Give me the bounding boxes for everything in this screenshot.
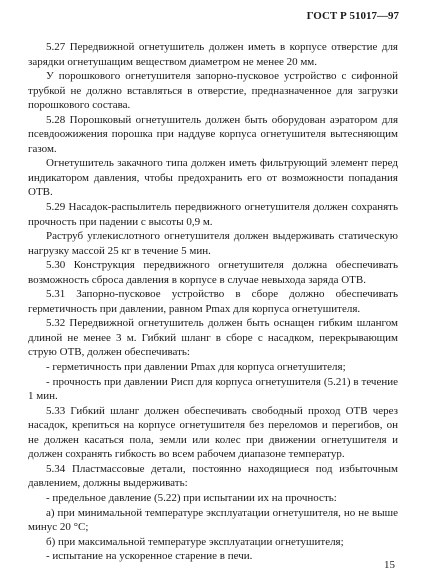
paragraph-5-30: 5.30 Конструкция передвижного огнетушителя должна обеспечивать возможность сброса давления в корпусе в случае невыхода заряда ОТВ. <box>28 259 398 286</box>
paragraph-5-27: 5.27 Передвижной огнетушитель должен иметь в корпусе отверстие для зарядки огнетушащим веществом диаметром не менее 20 мм. <box>28 41 398 68</box>
document-header: ГОСТ Р 51017—97 <box>306 10 399 22</box>
list-item: - прочность при давлении Pисп для корпуса огнетушителя (5.21) в течение 1 мин. <box>28 375 398 403</box>
list-item: а) при минимальной температуре эксплуатации огнетушителя, но не выше минус 20 °С; <box>28 506 398 534</box>
list-item: - испытание на ускоренное старение в печи. <box>46 550 253 563</box>
paragraph-5-29: 5.29 Насадок-распылитель передвижного огнетушителя должен сохранять прочность при падении с высоты 0,9 м. <box>28 201 398 228</box>
paragraph: Раструб углекислотного огнетушителя должен выдерживать статическую нагрузку массой 25 кг в течение 5 мин. <box>28 230 398 257</box>
paragraph-5-34: 5.34 Пластмассовые детали, постоянно находящиеся под избыточным давлением, должны выдерживать: <box>28 462 398 490</box>
page-number: 15 <box>384 559 395 571</box>
list-item: б) при максимальной температуре эксплуатации огнетушителя; <box>46 535 344 548</box>
paragraph: Огнетушитель закачного типа должен иметь фильтрующий элемент перед индикатором давления, чтобы предохранить его от возможности попадания ОТВ. <box>28 157 398 199</box>
paragraph-5-31: 5.31 Запорно-пусковое устройство в сборе должно обеспечивать герметичность при давлении, равном Pmax для корпуса огнетушителя. <box>28 288 398 315</box>
list-item: - предельное давление (5.22) при испытании их на прочность: <box>46 491 337 504</box>
paragraph-5-32: 5.32 Передвижной огнетушитель должен быть оснащен гибким шлангом длиной не менее 3 м. Гибкий шланг в сборе с насадком, перекрывающим струю ОТВ, должен обеспечивать: <box>28 317 398 359</box>
paragraph: У порошкового огнетушителя запорно-пусковое устройство с сифонной трубкой не должно вставляться в отверстие, предназначенное для загрузки порошкового состава. <box>28 70 398 112</box>
list-item: - герметичность при давлении Pmax для корпуса огнетушителя; <box>46 361 346 374</box>
document-body <box>28 40 398 564</box>
paragraph-5-28: 5.28 Порошковый огнетушитель должен быть оборудован аэратором для псевдоожижения порошка при наддуве корпуса огнетушителя вытесняющим газом. <box>28 113 398 155</box>
paragraph-5-33: 5.33 Гибкий шланг должен обеспечивать свободный проход ОТВ через насадок, крепиться на корпусе огнетушителя без переломов и перегибов, он не должен касаться пола, земли или колес при движении огнетушителя и должен сохранять гибкость во всем рабочем диапазоне температур. <box>28 404 398 461</box>
